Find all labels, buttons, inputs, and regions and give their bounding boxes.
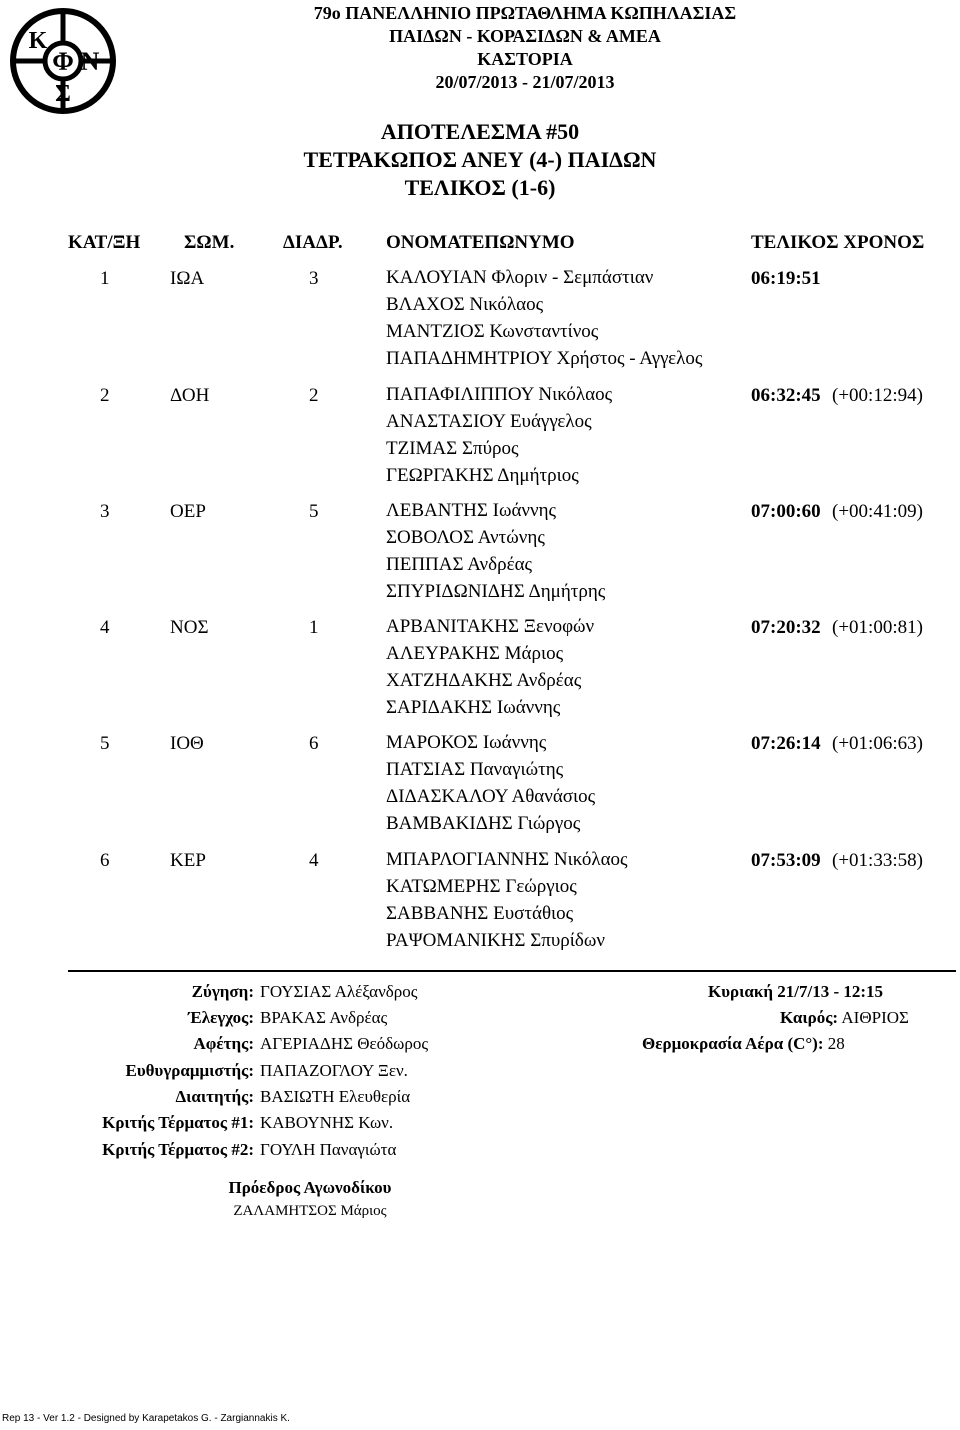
- crew-member: ΓΕΩΡΓΑΚΗΣ Δημήτριος: [386, 465, 579, 486]
- crew-member: ΣΑΡΙΔΑΚΗΣ Ιωάννης: [386, 697, 561, 718]
- crew-member: ΜΑΝΤΖΙΟΣ Κωνσταντίνος: [386, 321, 599, 342]
- crew-member: ΠΑΤΣΙΑΣ Παναγιώτης: [386, 759, 564, 780]
- crew-member: ΑΛΕΥΡΑΚΗΣ Μάριος: [386, 643, 564, 664]
- lane: 6: [309, 733, 319, 754]
- crew-member: ΜΑΡΟΚΟΣ Ιωάννης: [386, 732, 547, 753]
- lane: 4: [309, 850, 319, 871]
- lane: 1: [309, 617, 319, 638]
- race-boat-class: ΤΕΤΡΑΚΩΠΟΣ ΑΝΕΥ (4-) ΠΑΙΔΩΝ: [303, 147, 657, 172]
- crew-list: [386, 264, 702, 372]
- official-role: Διαιτητής:: [175, 1087, 254, 1106]
- header-club: ΣΩΜ.: [184, 232, 235, 253]
- official-name: ΑΓΕΡΙΑΔΗΣ Θεόδωρος: [260, 1034, 429, 1053]
- crew-member: ΜΠΑΡΛΟΓΙΑΝΝΗΣ Νικόλαος: [386, 849, 628, 870]
- club: ΟΕΡ: [170, 501, 206, 522]
- official-role: Έλεγχος:: [188, 1008, 254, 1027]
- race-date-time: Κυριακή 21/7/13 - 12:15: [708, 982, 884, 1001]
- rank: 1: [100, 268, 110, 289]
- club: ΙΩΑ: [170, 268, 205, 289]
- result-title: [0, 118, 960, 202]
- crew-list: [386, 729, 595, 837]
- event-dates: 20/07/2013 - 21/07/2013: [435, 72, 615, 92]
- event-name: 79ο ΠΑΝΕΛΛΗΝΙΟ ΠΡΩΤΑΘΛΗΜΑ ΚΩΠΗΛΑΣΙΑΣ: [313, 3, 737, 23]
- crew-list: [386, 613, 594, 721]
- official-row: [0, 1087, 960, 1113]
- crew-member: ΣΟΒΟΛΟΣ Αντώνης: [386, 527, 545, 548]
- crew-member: ΛΕΒΑΝΤΗΣ Ιωάννης: [386, 500, 557, 521]
- time-difference: (+01:33:58): [832, 850, 923, 871]
- rank: 4: [100, 617, 110, 638]
- logo-letter-phi: Φ: [52, 47, 74, 76]
- final-time: 07:53:09: [751, 850, 821, 871]
- crew-member: ΧΑΤΖΗΔΑΚΗΣ Ανδρέας: [386, 670, 582, 691]
- crew-member: ΠΑΠΑΔΗΜΗΤΡΙΟΥ Χρήστος - Αγγελος: [386, 348, 703, 369]
- temperature-value: 28: [827, 1034, 845, 1053]
- air-temperature: [642, 1034, 845, 1054]
- crew-member: ΚΑΛΟΥΙΑΝ Φλοριν - Σεμπάστιαν: [386, 267, 654, 288]
- final-time: 07:00:60: [751, 501, 821, 522]
- final-time: 07:26:14: [751, 733, 821, 754]
- logo-letter-k: Κ: [28, 28, 48, 54]
- club: ΝΟΣ: [170, 617, 209, 638]
- temperature-label: Θερμοκρασία Αέρα (C°):: [642, 1034, 824, 1053]
- president-title: Πρόεδρος Αγωνοδίκου: [228, 1178, 392, 1197]
- official-role: Κριτής Τέρματος #2:: [102, 1140, 254, 1159]
- header-final-time: ΤΕΛΙΚΟΣ ΧΡΟΝΟΣ: [751, 232, 925, 253]
- lane: 2: [309, 385, 319, 406]
- final-time: 06:32:45: [751, 385, 821, 406]
- weather-label: Καιρός:: [780, 1008, 839, 1027]
- crew-member: ΤΖΙΜΑΣ Σπύρος: [386, 438, 519, 459]
- club: ΔΟΗ: [170, 385, 210, 406]
- official-name: ΠΑΠΑΖΟΓΛΟΥ Ξεν.: [260, 1061, 408, 1080]
- crew-member: ΚΑΤΩΜΕΡΗΣ Γεώργιος: [386, 876, 577, 897]
- crew-member: ΒΛΑΧΟΣ Νικόλαος: [386, 294, 544, 315]
- header-rank: ΚΑΤ/ΞΗ: [68, 232, 141, 253]
- official-row: [0, 1113, 960, 1139]
- footer-credits: Rep 13 - Ver 1.2 - Designed by Karapetakos G. - Zargiannakis K.: [2, 1413, 290, 1424]
- results-header-row: [0, 232, 960, 258]
- officials-divider: [68, 970, 956, 972]
- event-header: [0, 0, 960, 94]
- rank: 5: [100, 733, 110, 754]
- crew-member: ΔΙΔΑΣΚΑΛΟΥ Αθανάσιος: [386, 786, 596, 807]
- official-role: Ζύγηση:: [191, 982, 254, 1001]
- official-name: ΚΑΒΟΥΝΗΣ Κων.: [260, 1113, 394, 1132]
- rank: 3: [100, 501, 110, 522]
- crew-list: [386, 497, 605, 605]
- crew-member: ΠΑΠΑΦΙΛΙΠΠΟΥ Νικόλαος: [386, 384, 613, 405]
- official-row: [0, 1061, 960, 1087]
- time-difference: (+01:06:63): [832, 733, 923, 754]
- president-name: ΖΑΛΑΜΗΤΣΟΣ Μάριος: [233, 1203, 387, 1219]
- crew-member: ΣΑΒΒΑΝΗΣ Ευστάθιος: [386, 903, 574, 924]
- official-role: Κριτής Τέρματος #1:: [102, 1113, 254, 1132]
- weather-value: ΑΙΘΡΙΟΣ: [841, 1008, 909, 1027]
- jury-president: [0, 1176, 620, 1222]
- official-row: [0, 1140, 960, 1166]
- crew-member: ΑΡΒΑΝΙΤΑΚΗΣ Ξενοφών: [386, 616, 595, 637]
- header-name: ΟΝΟΜΑΤΕΠΩΝΥΜΟ: [386, 232, 575, 253]
- final-time: 06:19:51: [751, 268, 821, 289]
- time-difference: (+00:41:09): [832, 501, 923, 522]
- official-name: ΒΡΑΚΑΣ Ανδρέας: [260, 1008, 388, 1027]
- club: ΙΟΘ: [170, 733, 204, 754]
- crew-member: ΡΑΨΟΜΑΝΙΚΗΣ Σπυρίδων: [386, 930, 605, 951]
- crew-member: ΠΕΠΠΑΣ Ανδρέας: [386, 554, 533, 575]
- lane: 5: [309, 501, 319, 522]
- logo-letter-s: Σ: [55, 81, 71, 107]
- race-final: ΤΕΛΙΚΟΣ (1-6): [404, 175, 556, 200]
- club: ΚΕΡ: [170, 850, 206, 871]
- weather: [780, 1008, 909, 1028]
- header-lane: ΔΙΑΔΡ.: [283, 232, 343, 253]
- time-difference: (+01:00:81): [832, 617, 923, 638]
- logo-letter-n: Ν: [80, 47, 100, 76]
- official-name: ΓΟΥΣΙΑΣ Αλέξανδρος: [260, 982, 418, 1001]
- official-name: ΓΟΥΛΗ Παναγιώτα: [260, 1140, 397, 1159]
- rank: 6: [100, 850, 110, 871]
- official-role: Ευθυγραμμιστής:: [125, 1061, 254, 1080]
- result-number: ΑΠΟΤΕΛΕΣΜΑ #50: [380, 119, 580, 144]
- final-time: 07:20:32: [751, 617, 821, 638]
- official-role: Αφέτης:: [193, 1034, 254, 1053]
- rank: 2: [100, 385, 110, 406]
- crew-member: ΑΝΑΣΤΑΣΙΟΥ Ευάγγελος: [386, 411, 592, 432]
- official-name: ΒΑΣΙΩΤΗ Ελευθερία: [260, 1087, 411, 1106]
- crew-list: [386, 846, 628, 954]
- event-location: ΚΑΣΤΟΡΙΑ: [477, 49, 573, 69]
- lane: 3: [309, 268, 319, 289]
- crew-list: [386, 381, 612, 489]
- event-category: ΠΑΙΔΩΝ - ΚΟΡΑΣΙΔΩΝ & ΑΜΕΑ: [389, 26, 661, 46]
- crew-member: ΣΠΥΡΙΔΩΝΙΔΗΣ Δημήτρης: [386, 581, 606, 602]
- time-difference: (+00:12:94): [832, 385, 923, 406]
- crew-member: ΒΑΜΒΑΚΙΔΗΣ Γιώργος: [386, 813, 581, 834]
